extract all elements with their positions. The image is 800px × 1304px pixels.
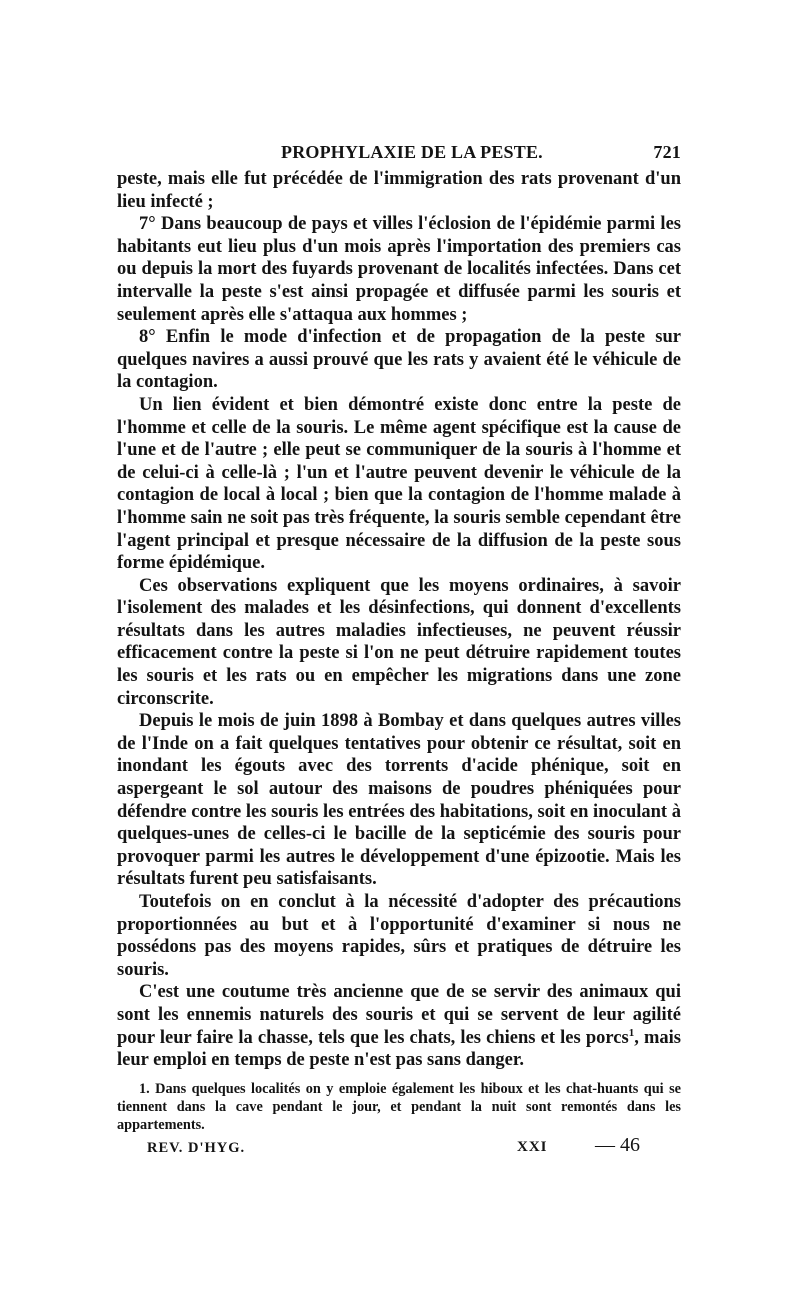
paragraph: Un lien évident et bien démontré existe donc entre la peste de l'homme et celle de la souris. Le même agent spécifique est la cause de l'une et de l'autre ; elle peut se communiquer de la souris à l'homme et de celui-ci à celle-là ; l'un et l'autre peuvent devenir le véhicule de la contagion de local à local ; bien que la contagion de l'homme malade à l'homme sain ne soit pas très fréquente, la souris semble cependant être l'agent principal et presque nécessaire de la diffusion de la peste sous forme épidémique.	[117, 394, 681, 574]
document-page	[117, 142, 681, 1160]
paragraph: Ces observations expliquent que les moyens ordinaires, à savoir l'isolement des malades et les désinfections, qui donnent d'excellents résultats dans les autres maladies infectieuses, ne peuvent réussir efficacement contre la peste si l'on ne peut détruire rapidement toutes les souris et les rats ou en empêcher les migrations dans une zone circonscrite.	[117, 575, 681, 709]
paragraph-last-tail: , mais leur emploi en temps de peste n'est pas sans danger.	[117, 1027, 682, 1071]
running-title: PROPHYLAXIE DE LA PESTE.	[281, 142, 543, 162]
sheet-number: — 46	[595, 1133, 640, 1156]
journal-abbreviation: REV. D'HYG.	[147, 1139, 246, 1156]
paragraph: Depuis le mois de juin 1898 à Bombay et dans quelques autres villes de l'Inde on a fait quelques tentatives pour obtenir ce résultat, soit en inondant les égouts avec des torrents d'acide phénique, soit en aspergeant le sol autour des maisons de poudres phéniquées pour défendre contre les souris les entrées des habitations, soit en inoculant à quelques-unes de celles-ci le bacille de la septicémie des souris pour provoquer parmi les autres le développement d'une épizootie. Mais les résultats furent peu satisfaisants.	[117, 711, 681, 890]
footnote-reference: 1	[628, 1026, 635, 1039]
footnote: 1. Dans quelques localités on y emploie également les hiboux et les chat-huants qui se tiennent dans la cave pendant le jour, et pendant la nuit sont remontés dans les appartements.	[117, 1080, 681, 1133]
paragraph-point-7: 7° Dans beaucoup de pays et villes l'éclosion de l'épidémie parmi les habitants eut lieu plus d'un mois après l'importation des premiers cas ou depuis la mort des fuyards provenant de localités infectées. Dans cet intervalle la peste s'est ainsi propagée et diffusée parmi les souris et seulement après elle s'attaqua aux hommes ;	[117, 214, 681, 325]
paragraph-last	[117, 981, 681, 1071]
running-header	[117, 142, 681, 168]
volume-number: XXI	[517, 1138, 548, 1155]
printer-signature	[117, 1133, 681, 1160]
body-text	[117, 168, 681, 1072]
page-number: 721	[653, 142, 681, 162]
paragraph-last-text: C'est une coutume très ancienne que de se servir des animaux qui sont les ennemis naturels des souris et qui se servent de leur agilité pour leur faire la chasse, tels que les chats, les chiens et les porcs	[117, 982, 681, 1048]
paragraph-continuation: peste, mais elle fut précédée de l'immigration des rats provenant d'un lieu infecté ;	[117, 169, 681, 212]
paragraph: Toutefois on en conclut à la nécessité d'adopter des précautions proportionnées au but et à l'opportunité d'examiner si nous ne possédons pas des moyens rapides, sûrs et pratiques de détruire les souris.	[117, 892, 681, 980]
paragraph-point-8: 8° Enfin le mode d'infection et de propagation de la peste sur quelques navires a aussi prouvé que les rats y avaient été le véhicule de la contagion.	[117, 327, 681, 393]
